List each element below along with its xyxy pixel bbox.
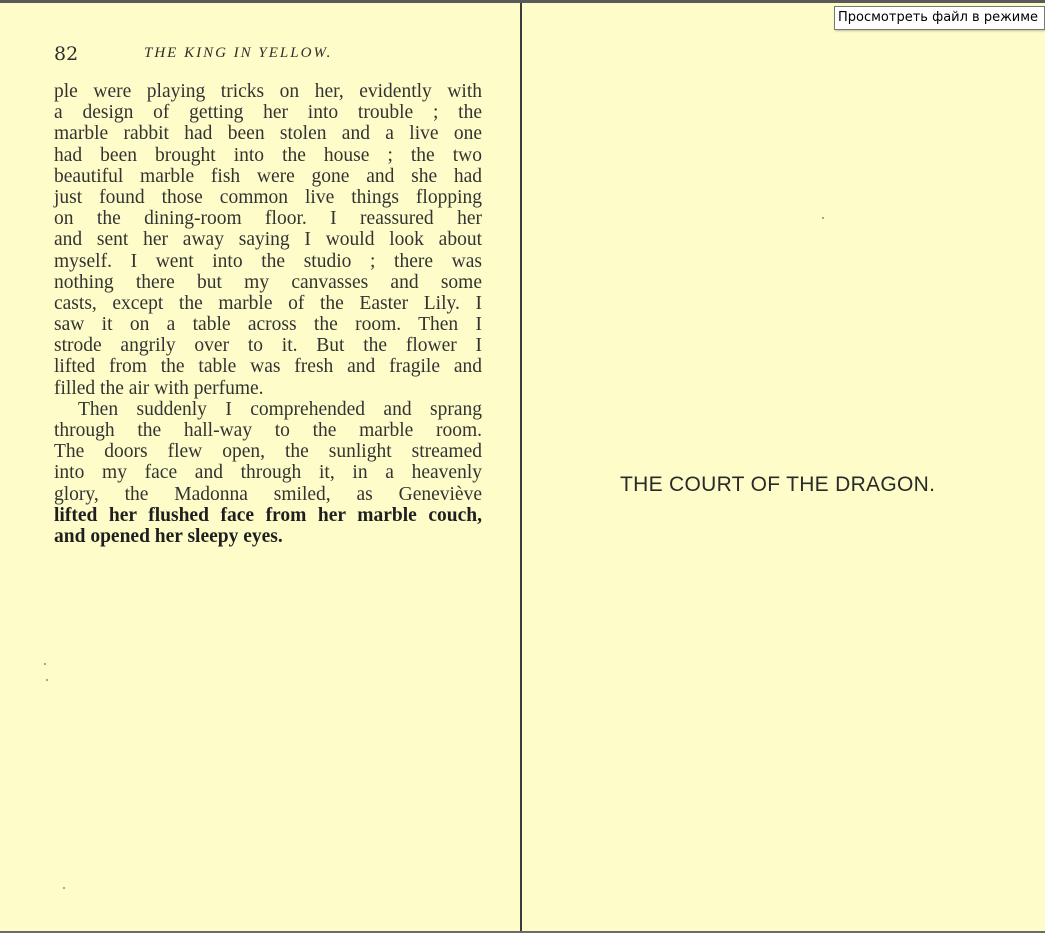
right-page — [522, 3, 1045, 931]
text-line: Then suddenly I comprehended and sprang — [78, 398, 482, 420]
page-number: 82 — [54, 43, 79, 65]
text-line: The doors flew open, the sunlight streamed — [54, 441, 482, 463]
text-line: and opened her sleepy eyes. — [54, 525, 283, 547]
text-line: and sent her away saying I would look about — [54, 229, 482, 251]
text-line: saw it on a table across the room. Then I — [54, 314, 482, 336]
running-title: THE KING IN YELLOW. — [144, 45, 333, 61]
text-line: into my face and through it, in a heavenly — [54, 462, 482, 484]
text-line: a design of getting her into trouble ; the — [54, 102, 482, 124]
text-line: strode angrily over to it. But the flower I — [54, 335, 482, 357]
text-line: on the dining-room floor. I reassured her — [54, 208, 482, 230]
text-line: just found those common live things flopping — [54, 186, 482, 208]
tooltip: Просмотреть файл в режиме — [834, 6, 1045, 30]
text-line: glory, the Madonna smiled, as Geneviève — [54, 483, 482, 505]
text-line: marble rabbit had been stolen and a live one — [54, 123, 482, 145]
scan-speck — [63, 887, 65, 889]
text-line: nothing there but my canvasses and some — [54, 271, 482, 293]
text-line: had been brought into the house ; the two — [54, 144, 482, 166]
scan-speck — [822, 217, 824, 219]
page-body-text — [54, 81, 482, 547]
text-line: lifted from the table was fresh and fragile and — [54, 356, 482, 378]
text-line: myself. I went into the studio ; there was — [54, 250, 482, 272]
scan-speck — [44, 663, 46, 665]
text-line: ple were playing tricks on her, evidently with — [54, 81, 482, 102]
text-line: beautiful marble fish were gone and she had — [54, 165, 482, 187]
text-line: lifted her flushed face from her marble couch, — [54, 504, 482, 526]
chapter-title: THE COURT OF THE DRAGON. — [620, 473, 936, 496]
text-line: through the hall-way to the marble room. — [54, 420, 482, 441]
scan-speck — [46, 679, 48, 681]
left-page — [0, 3, 520, 931]
document-viewer[interactable] — [0, 3, 1045, 931]
text-line: filled the air with perfume. — [54, 377, 264, 399]
running-head — [54, 41, 482, 63]
text-line: casts, except the marble of the Easter Lily. I — [54, 292, 482, 314]
